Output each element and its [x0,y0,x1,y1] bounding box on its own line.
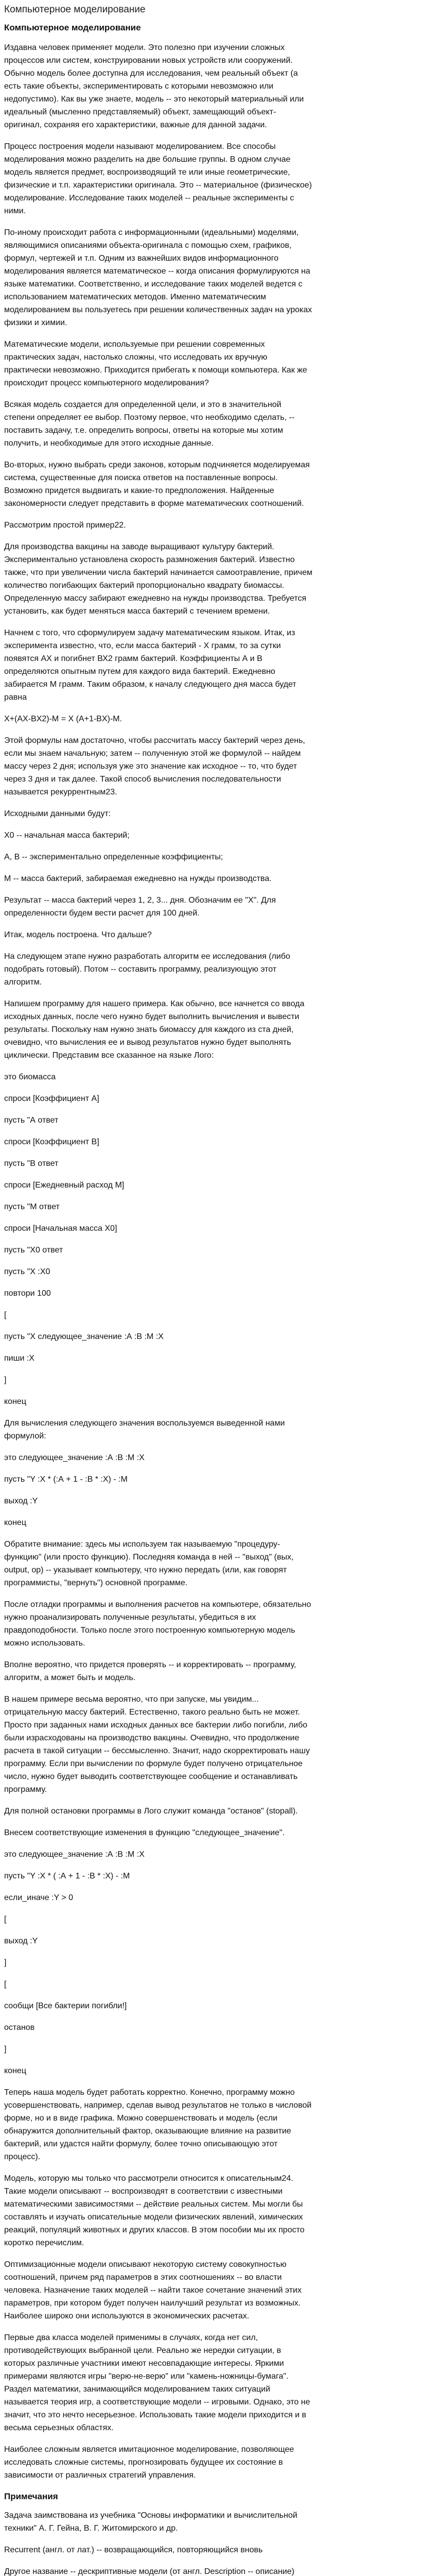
paragraph: Наиболее сложным является имитационное моделирование, позволяющее исследовать сложные системы, прогнозировать будущее их состояние в зависимости от различных стратегий управления. [4,2445,294,2480]
paragraph: Процесс построения модели называют моделированием. Все способы моделирования можно разделить на две большие группы. В одном случае модель является предмет, воспроизводящий те или иные геометрические, физические и т.п. характеристики оригинала. Это -- материальное (физическое) моделирование. Исследование таких моделей -- реальные эксперименты с ними. [4,142,312,215]
code-line: это биомасса [4,1073,56,1081]
paragraph: Напишем программу для нашего примера. Как обычно, все начнется со ввода исходных данных, после чего нужно будет выполнить вычисления и вывести результаты. Поскольку нам нужно знать биомассу для каждого из ста дней, очевидно, что вычисления ее и вывод результатов нужно будет выполнять циклически. Представим все сказанное на языке Лого: [4,999,305,1060]
paragraph: Всякая модель создается для определенной цели, и это в значительной степени определяет ее выбор. Поэтому первое, что необходимо сделать, -- поставить задачу, т.е. определить вопросы, ответы на которые мы хотим получить, и необходимые для этого исходные данные. [4,400,294,448]
code-line: ] [4,1376,7,1384]
paragraph: Для производства вакцины на заводе выращивают культуру бактерий. Экспериментально установлена скорость размножения бактерий. Известно также, что при увеличении числа бактерий начинается самоотравление, причем количество погибающих бактерий пропорционально квадрату биомассы. Определенную массу забирают ежедневно на нужды производства. Требуется установить, как будет меняться масса бактерий с течением времени. [4,543,312,616]
paragraph: Издавна человек применяет модели. Это полезно при изучении сложных процессов или систем, конструировании новых устройств или сооружений. Обычно модель более доступна для исследования, чем реальный объект (а есть такие объекты, экспериментировать с которыми невозможно или недопустимо). Как вы уже знаете, модель -- это некоторый материальный или идеальный (мысленно представляемый) объект, замещающий объект-оригинал, сохраняя его характеристики, важные для данной задачи. [4,43,304,129]
paragraph: Модель, которую мы только что рассмотрели относится к описательным24. Такие модели описывают -- воспроизводят в соответствии с известными математическими зависимостями -- действие реальных систем. Мы могли бы составлять и изучать описательные модели физических явлений, химических реакций, популяций животных и других классов. В этом пособии мы их просто коротко перечислим. [4,2174,305,2247]
code-line: пусть "Y :Х * ( :А + 1 - :В * :Х) - :М [4,1872,130,1880]
code-line: ] [4,2045,7,2054]
code-line: выход :Y [4,1497,38,1505]
paragraph: На следующем этапе нужно разработать алгоритм ее исследования (либо подобрать готовый). Потом -- составить программу, реализующую этот алгоритм. [4,952,290,987]
formula: X+(AX-BX2)-M = X (A+1-BX)-M. [4,715,122,723]
paragraph: Вполне вероятно, что придется проверять -- и корректировать -- программу, алгоритм, а может быть и модель. [4,1660,297,1682]
code-line: пусть "М ответ [4,1202,60,1211]
code-line: [ [4,1915,7,1924]
code-line: конец [4,2066,26,2075]
code-line: конец [4,1518,26,1527]
paragraph: После отладки программы и выполнения расчетов на компьютере, обязательно нужно проанализировать полученные результаты, убедиться в их правдоподобности. Только после этого построенную компьютерную модель можно использовать. [4,1600,311,1648]
notes-heading: Примечания [4,2492,58,2501]
paragraph: Этой формулы нам достаточно, чтобы рассчитать массу бактерий через день, если мы знаем начальную; затем -- полученную этой же формулой -- найдем массу через 2 дня; используя уже это значение как исходное -- то, что будет через 3 дня и так далее. Такой способ вычисления последовательности называется рекуррентным23. [4,736,305,796]
code-line: если_иначе :Y > 0 [4,1893,74,1902]
code-line: [ [4,1980,7,1989]
paragraph: Начнем с того, что сформулируем задачу математическим языком. Итак, из эксперимента известно, что, если масса бактерий - Х грамм, то за сутки появятся АХ и погибнет ВХ2 грамм бактерий. Коэффициенты А и В определяются опытным путем для каждого вида бактерий. Ежедневно забирается М грамм. Таким образом, к началу следующего дня масса будет равна [4,629,297,702]
code-line: останов [4,2023,35,2032]
code-line: это следующее_значение :А :В :М :Х [4,1453,145,1462]
code-line: это следующее_значение :А :В :М :Х [4,1850,145,1859]
code-line: спроси [Ежедневный расход М] [4,1181,125,1190]
paragraph: Итак, модель построена. Что дальше? [4,930,152,939]
paragraph: Первые два класса моделей применимы в случаях, когда нет сил, противодействующих выбранной цели. Реально же нередки ситуации, в которых различные участники имеют несовпадающие интересы. Яркими примерами являются игры "верю-не-верю" или "камень-ножницы-бумага". Раздел математики, занимающийся моделированием таких ситуаций называется теория игр, а соответствующие модели -- игровыми. Однако, это не значит, что это нечто несерьезное. Использовать такие модели приходится и в весьма серьезных областях. [4,2333,310,2432]
article-heading: Компьютерное моделирование [4,23,141,32]
code-line: ] [4,1958,7,1967]
code-line: спроси [Коэффициент А] [4,1094,99,1103]
code-line: пусть "В ответ [4,1159,59,1168]
code-line: спроси [Начальная масса Х0] [4,1224,117,1233]
paragraph: Для полной остановки программы в Лого служит команда "останов" (stopall). [4,1807,298,1816]
code-line: [ [4,1311,7,1319]
paragraph: Теперь наша модель будет работать корректно. Конечно, программу можно усовершенствовать, например, сделав вывод результатов не только в числовой форме, но и в виде графика. Можно совершенствовать и модель (если обнаружится дополнительный фактор, оказывающие влияние на развитие бактерий, или удастся найти формулу, более точно описывающую этот процесс). [4,2088,312,2161]
code-line: спроси [Коэффициент В] [4,1138,99,1146]
code-line: выход :Y [4,1937,38,1945]
paragraph: А, В -- экспериментально определенные коэффициенты; [4,853,223,861]
note-item: Другое название -- дескриптивные модели (от англ. Description -- описание) [4,2567,294,2576]
paragraph: X0 -- начальная масса бактерий; [4,831,130,840]
code-line: повтори 100 [4,1289,51,1298]
code-line: пиши :Х [4,1354,34,1363]
paragraph: Исходными данными будут: [4,809,111,818]
code-line: конец [4,1397,26,1406]
page-title: Компьютерное моделирование [4,4,146,15]
paragraph: Математические модели, используемые при решении современных практических задач, настолько сложны, что исследовать их вручную практически невозможно. Приходится прибегать к помощи компьютера. Как же происходит процесс компьютерного моделирования? [4,340,307,387]
note-item: Recurrent (англ. от лат.) -- возвращающийся, повторяющийся вновь [4,2546,263,2554]
code-line: пусть "Х0 ответ [4,1246,63,1255]
paragraph: По-иному происходит работа с информационными (идеальными) моделями, являющимися описаниями объекта-оригинала с помощью схем, графиков, формул, чертежей и т.п. Одним из важнейших видов информационного моделирования является математическое -- когда описания формулируются на языке математики. Соответственно, и исследование таких моделей ведется с использованием математических методов. Именно математическим моделированием вы пользуетесь при решении количественных задач на уроках физики и химии. [4,228,312,327]
paragraph: В нашем примере весьма вероятно, что при запуске, мы увидим... отрицательную массу бактерий. Естественно, такого реально быть не может. Просто при заданных нами исходных данных все бактерии либо погибли, либо были израсходованы на производство вакцины. Очевидно, что продолжение расчета в такой ситуации -- бессмысленно. Значит, надо скорректировать нашу программу. Если при вычислении по формуле будет получено отрицательное число, нужно будет выводить соответствующее сообщение и останавливать программу. [4,1695,310,1794]
paragraph: Для вычисления следующего значения воспользуемся выведенной нами формулой: [4,1419,285,1440]
code-line: сообщи [Все бактерии погибли!] [4,2002,127,2010]
code-line: пусть "Х следующее_значение :А :В :М :Х [4,1332,164,1341]
paragraph: Обратите внимание: здесь мы используем так называемую "процедуру-функцию" (или просто функцию). Последняя команда в ней -- "выход" (вых, output, op) -- указывает компьютеру, что нужно передать (или, как говорят программисты, "вернуть") основной программе. [4,1540,294,1587]
code-line: пусть "Y :Х * (:А + 1 - :В * :Х) - :М [4,1475,128,1484]
paragraph: Внесем соответствующие изменения в функцию "следующее_значение". [4,1828,285,1837]
paragraph: Результат -- масса бактерий через 1, 2, 3... дня. Обозначим ее "X". Для определенности будем вести расчет для 100 дней. [4,896,276,918]
article [4,22,313,2576]
paragraph: Рассмотрим простой пример22. [4,521,126,530]
paragraph: Оптимизационные модели описывают некоторую систему совокупностью соотношений, причем ряд параметров в этих соотношениях -- во власти человека. Назначение таких моделей -- найти такое сочетание значений этих параметров, при котором будет получен наилучший результат из возможных. Наиболее широко они используются в экономических расчетах. [4,2260,302,2320]
note-item: Задача заимствована из учебника "Основы информатики и вычислительной техники" А. Г. Гейна, В. Г. Житомирского и др. [4,2511,298,2533]
code-line: пусть "Х :Х0 [4,1267,50,1276]
paragraph: М -- масса бактерий, забираемая ежедневно на нужды производства. [4,874,272,883]
code-line: пусть "А ответ [4,1116,59,1125]
paragraph: Во-вторых, нужно выбрать среди законов, которым подчиняется моделируемая система, существенные для поиска ответов на поставленные вопросы. Возможно придется выдвигать и какие-то предположения. Найденные закономерности следует представить в форме математических соотношений. [4,461,310,508]
